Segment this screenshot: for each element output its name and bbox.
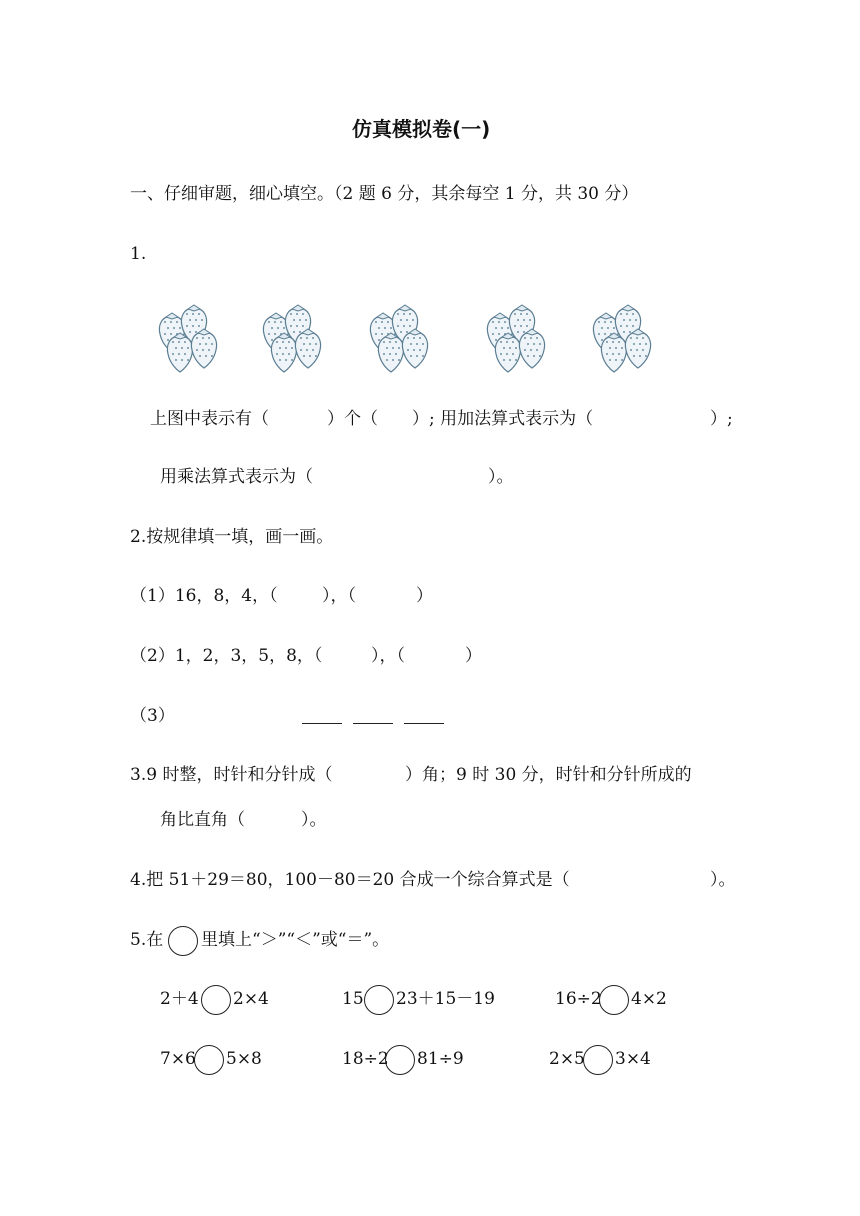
q3-text-c: 角比直角（: [160, 810, 245, 830]
compare-right: 5×8: [226, 1049, 262, 1069]
q3-text-a: 3.9 时整，时针和分针成（: [130, 765, 333, 785]
q1-text-e: 用乘法算式表示为（: [160, 467, 313, 487]
strawberry-group: [591, 304, 665, 380]
strawberry-group: [261, 304, 335, 380]
compare-left: 7×6: [160, 1049, 196, 1069]
page-title: 仿真模拟卷(一): [352, 117, 491, 141]
strawberry-group: [485, 304, 559, 380]
q1-text-a: 上图中表示有（: [150, 409, 269, 429]
strawberry-icon: [485, 304, 559, 376]
q2-part1-b: ），（: [322, 586, 356, 606]
compare-circle[interactable]: [364, 985, 394, 1015]
question-2-stem: 2.按规律填一填，画一画。: [130, 527, 334, 547]
q3-text-b: ）角；9 时 30 分，时针和分针所成的: [405, 765, 692, 785]
compare-left: 15: [342, 989, 364, 1009]
q4-text-b: ）。: [710, 870, 736, 890]
strawberry-group: [368, 304, 442, 380]
compare-right: 81÷9: [417, 1049, 464, 1069]
compare-left: 2＋4: [160, 989, 199, 1009]
q2-part2-b: ），（: [371, 646, 405, 666]
q1-text-d: ）;: [710, 409, 733, 429]
compare-right: 4×2: [631, 989, 667, 1009]
compare-left: 16÷2: [555, 989, 602, 1009]
compare-right: 3×4: [615, 1049, 651, 1069]
q2-part1-a: （1）16，8，4，（: [130, 586, 278, 606]
strawberry-icon: [368, 304, 442, 376]
q5-text-b: 里填上“＞”“＜”或“＝”。: [201, 930, 390, 950]
compare-left: 2×5: [549, 1049, 585, 1069]
strawberry-icon: [157, 304, 231, 376]
q2-part3-blank-3: [404, 723, 444, 724]
q4-text-a: 4.把 51＋29＝80，100－80＝20 合成一个综合算式是（: [130, 870, 570, 890]
q2-part3-blank-1: [302, 723, 342, 724]
q2-part3: （3）: [130, 706, 175, 726]
q2-part3-blank-2: [353, 723, 393, 724]
question-1-number: 1.: [130, 244, 147, 264]
compare-right: 23＋15－19: [396, 989, 495, 1009]
q2-part2-a: （2）1，2，3，5，8，（: [130, 646, 323, 666]
compare-left: 18÷2: [342, 1049, 389, 1069]
strawberry-icon: [261, 304, 335, 376]
compare-right: 2×4: [233, 989, 269, 1009]
q2-part1-c: ）: [416, 586, 433, 606]
q1-text-b: ）个（: [327, 409, 378, 429]
strawberry-icon: [591, 304, 665, 376]
compare-circle[interactable]: [583, 1045, 613, 1075]
strawberry-group: [157, 304, 231, 380]
compare-circle[interactable]: [194, 1045, 224, 1075]
compare-circle[interactable]: [599, 985, 629, 1015]
q5-text-a: 5.在: [130, 930, 164, 950]
q5-example-circle: [168, 926, 198, 956]
compare-circle[interactable]: [201, 985, 231, 1015]
compare-circle[interactable]: [385, 1045, 415, 1075]
q2-part2-c: ）: [465, 646, 482, 666]
q3-text-d: ）。: [301, 810, 327, 830]
q1-text-c: ）; 用加法算式表示为（: [412, 409, 594, 429]
q1-text-f: ）。: [488, 467, 514, 487]
section-heading: 一、仔细审题，细心填空。（2 题 6 分，其余每空 1 分，共 30 分）: [130, 184, 639, 204]
